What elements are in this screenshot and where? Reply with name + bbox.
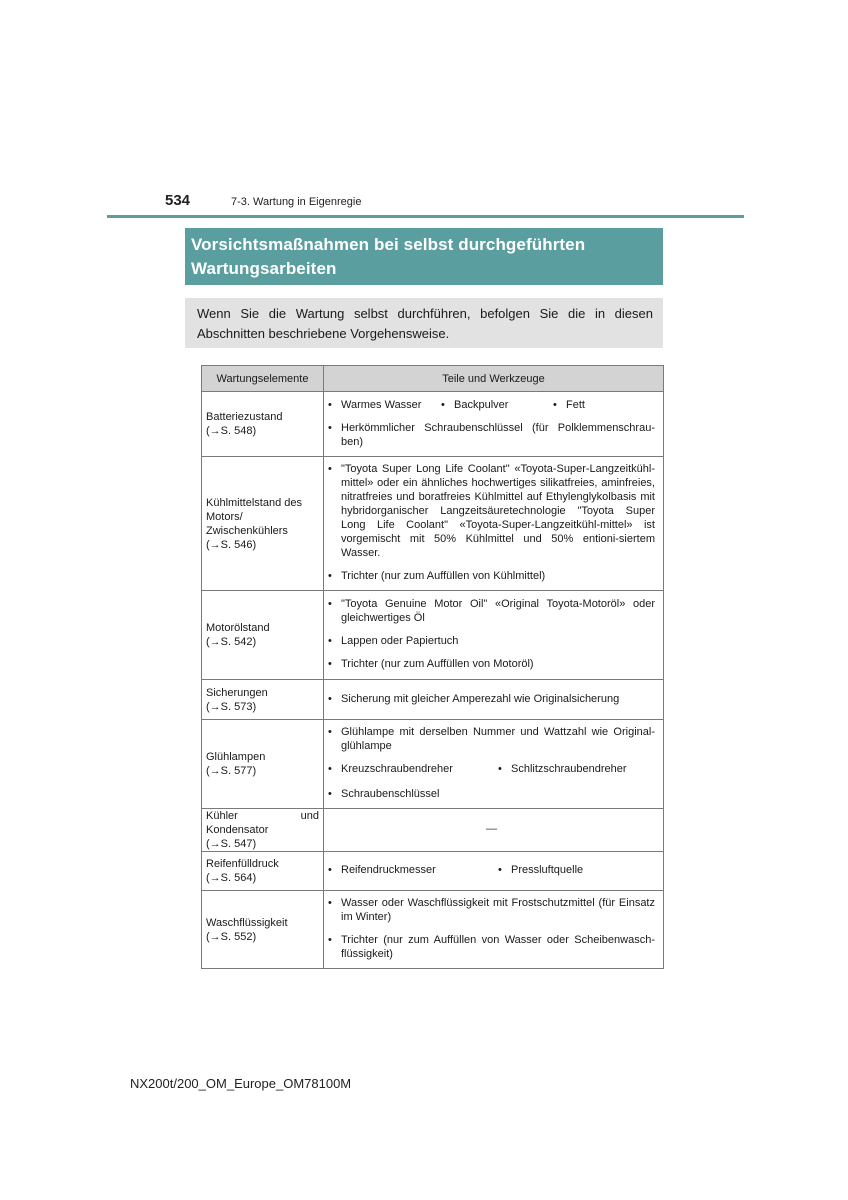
element-cell: [202, 392, 324, 457]
column-header-parts: Teile und Werkzeuge: [324, 366, 664, 392]
element-cell: [202, 720, 324, 809]
list-item: • Warmes Wasser: [328, 398, 422, 411]
column-header-elements: Wartungselemente: [202, 366, 324, 392]
page-reference: (→S. 552): [206, 930, 257, 943]
list-item: • Sicherung mit gleicher Amperezahl wie Originalsicherung: [328, 692, 620, 705]
list-item: • Reifendruckmesser: [328, 864, 436, 876]
list-item: • Trichter (nur zum Auffüllen von Kühlmittel): [328, 570, 546, 582]
section-title: 7-3. Wartung in Eigenregie: [231, 196, 362, 208]
table-row: [202, 392, 664, 457]
parts-cell: [324, 891, 664, 969]
header-rule: [107, 215, 744, 218]
element-cell: [202, 809, 324, 852]
element-cell: [202, 680, 324, 720]
list-item: • Trichter (nur zum Auffüllen von Wasser oder Scheibenwasch-flüssigkeit): [328, 934, 655, 960]
list-item: • Schlitzschraubendreher: [498, 763, 627, 775]
element-name: Sicherungen: [206, 686, 268, 699]
page-reference: (→S. 546): [206, 538, 257, 551]
list-item: • Schraubenschlüssel: [328, 788, 440, 800]
inline-list: [328, 863, 655, 877]
page-title: Vorsichtsmaßnahmen bei selbst durchgeführten Wartungsarbeiten: [191, 235, 586, 278]
list-item: • Trichter (nur zum Auffüllen von Motoröl): [328, 658, 534, 670]
page-reference: (→S. 548): [206, 425, 257, 437]
element-name: Motorölstand: [206, 622, 270, 634]
list-item: • Wasser oder Waschflüssigkeit mit Frostschutzmittel (für Einsatz im Winter): [328, 897, 655, 923]
list-item: • Backpulver: [441, 398, 509, 411]
list-item: • "Toyota Genuine Motor Oil" «Original Toyota-Motoröl» oder gleichwertiges Öl: [328, 598, 655, 624]
element-name: Reifenfülldruck: [206, 858, 279, 870]
page-reference: (→S. 542): [206, 636, 257, 648]
maintenance-table: [201, 365, 664, 969]
parts-cell: [324, 457, 664, 591]
inline-list: [328, 762, 655, 776]
parts-cell: [324, 591, 664, 680]
page-reference: (→S. 577): [206, 765, 257, 777]
page-number: 534: [165, 192, 191, 209]
element-cell: [202, 891, 324, 969]
list-item: • Kreuzschraubendreher: [328, 763, 453, 775]
element-name: Waschflüssigkeit: [206, 916, 288, 929]
element-cell: [202, 591, 324, 680]
table-row: [202, 720, 664, 809]
caution-title-box: [185, 228, 663, 285]
table-row: [202, 852, 664, 891]
intro-box: [185, 298, 663, 348]
parts-cell: [324, 852, 664, 891]
page-reference: (→S. 547): [206, 838, 257, 850]
footer-model-code: NX200t/200_OM_Europe_OM78100M: [130, 1076, 352, 1091]
element-cell: [202, 457, 324, 591]
list-item: • Lappen oder Papiertuch: [328, 635, 459, 647]
element-name: Kühlmittelstand des Motors/ Zwischenkühlers: [206, 496, 302, 537]
element-cell: [202, 852, 324, 891]
element-name: Batteriezustand: [206, 411, 283, 423]
parts-cell: [324, 680, 664, 720]
list-item: • Glühlampe mit derselben Nummer und Wattzahl wie Original-glühlampe: [328, 726, 655, 752]
parts-cell: [324, 720, 664, 809]
list-item: • "Toyota Super Long Life Coolant" «Toyota-Super-Langzeitkühl-mittel» oder ein ähnliches hochwertiges silikatfreies, aminfreies, nitratfreies und boratfreies Kühlmittel auf Ethylenglykolbasis mit hybridorganischer Langzeitsäuretechnologie "Toyota Super Long Life Coolant" «Toyota-Super-Langzeitkühl-mittel» ist vorgemischt mit 50% Kühlmittel und 50% entioni-siertem Wasser.: [328, 463, 655, 559]
table-row: [202, 457, 664, 591]
empty-value: —: [486, 823, 497, 835]
intro-text: Wenn Sie die Wartung selbst durchführen, befolgen Sie die in diesen Abschnitten beschriebene Vorgehensweise.: [197, 306, 653, 341]
table-row: [202, 680, 664, 720]
page-reference: (→S. 573): [206, 700, 257, 713]
list-item: • Herkömmlicher Schraubenschlüssel (für Polklemmenschrau-ben): [328, 421, 655, 448]
parts-cell: [324, 392, 664, 457]
element-name: Glühlampen: [206, 751, 266, 763]
table-row: [202, 591, 664, 680]
table-header-row: [202, 366, 664, 392]
table-row: [202, 809, 664, 852]
list-item: • Fett: [553, 398, 585, 411]
parts-cell: [324, 809, 664, 852]
page-reference: (→S. 564): [206, 872, 257, 884]
element-name: Kühler und Kondensator: [206, 810, 319, 836]
table-row: [202, 891, 664, 969]
inline-list: [328, 398, 655, 412]
list-item: • Pressluftquelle: [498, 864, 584, 876]
